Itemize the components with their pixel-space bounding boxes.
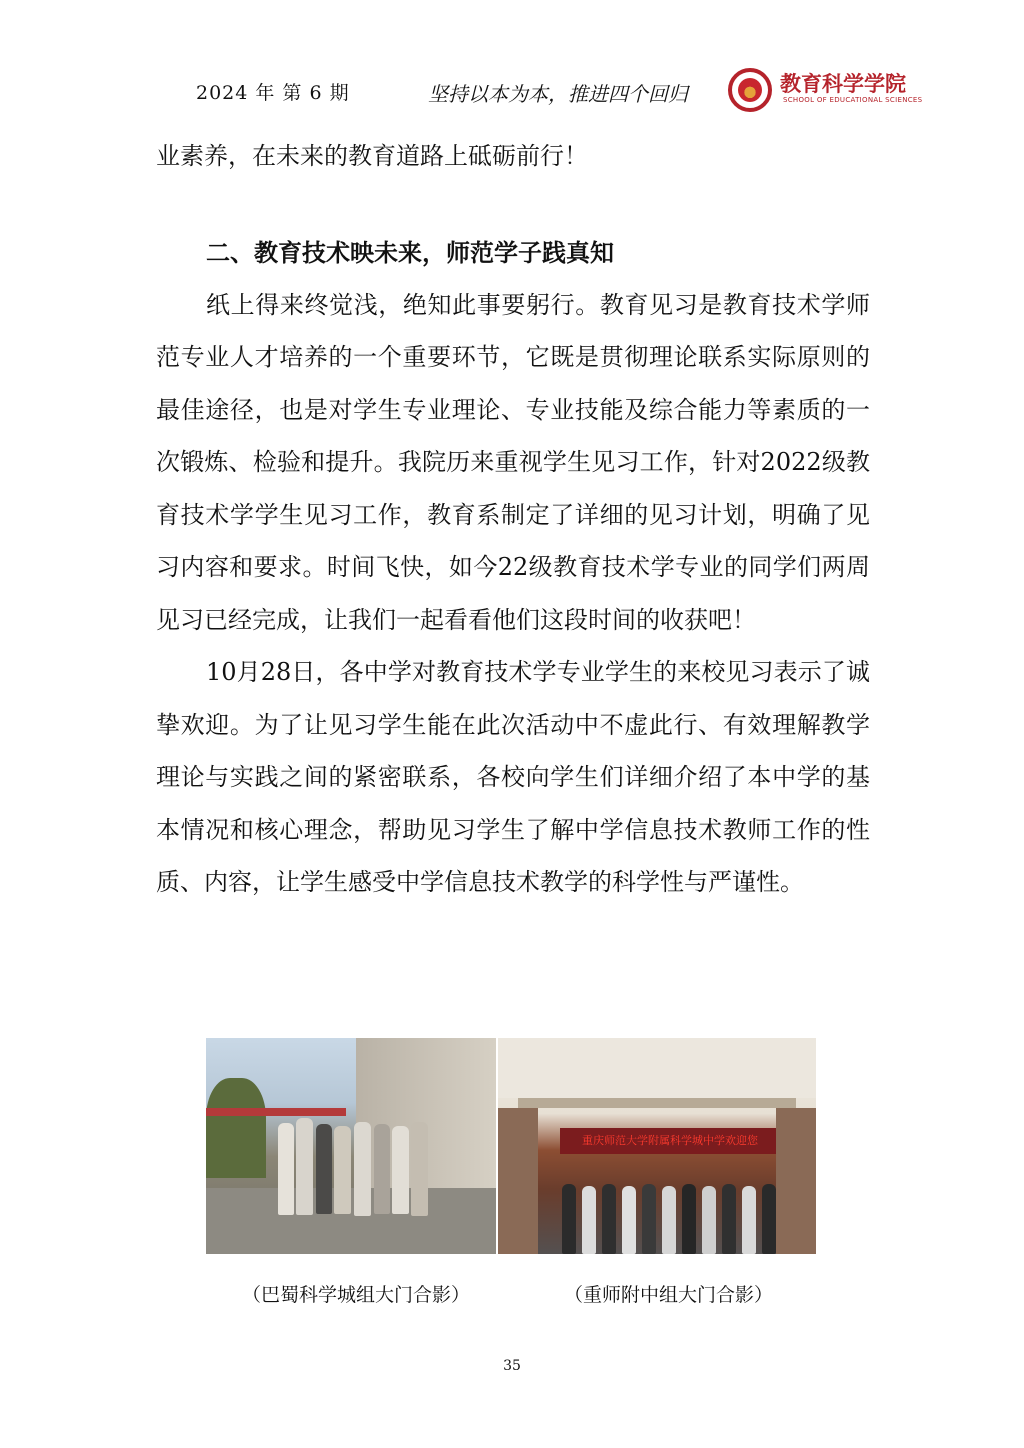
photo-captions (0, 1280, 1024, 1310)
paragraph-2: 10月28日，各中学对教育技术学专业学生的来校见习表示了诚挚欢迎。为了让见习学生能在此次活动中不虚此行、有效理解教学理论与实践之间的紧密联系，各校向学生们详细介绍了本中学的基本情况和核心理念，帮助见习学生了解中学信息技术教师工作的性质、内容，让学生感受中学信息技术教学的科学性与严谨性。 (156, 658, 870, 896)
issue-label: 2024 年 第 6 期 (196, 82, 350, 104)
photo-bashu-group (206, 1038, 496, 1254)
school-seal-icon (728, 68, 772, 112)
paragraph-1: 纸上得来终觉浅，绝知此事要躬行。教育见习是教育技术学师范专业人才培养的一个重要环节，它既是贯彻理论联系实际原则的最佳途径，也是对学生专业理论、专业技能及综合能力等素质的一次锻炼、检验和提升。我院历来重视学生见习工作，针对2022级教育技术学学生见习工作，教育系制定了详细的见习计划，明确了见习内容和要求。时间飞快，如今22级教育技术学专业的同学们两周见习已经完成，让我们一起看看他们这段时间的收获吧！ (156, 290, 870, 634)
page-number: 35 (503, 1358, 521, 1374)
header-motto: 坚持以本为本，推进四个回归 (428, 82, 688, 106)
section-heading: 二、教育技术映未来，师范学子践真知 (206, 238, 614, 267)
school-logo (728, 68, 923, 116)
page-header (0, 74, 1024, 114)
photo-shifu-group (498, 1038, 816, 1254)
welcome-sign: 重庆师范大学附属科学城中学欢迎您 (560, 1128, 780, 1154)
article-body (156, 130, 870, 909)
logo-chinese-name: 教育科学学院 (780, 72, 906, 96)
caption-left: （巴蜀科学城组大门合影） (242, 1284, 471, 1306)
continued-paragraph: 业素养，在未来的教育道路上砥砺前行！ (156, 142, 588, 170)
caption-right: （重师附中组大门合影） (564, 1284, 774, 1306)
logo-english-name: SCHOOL OF EDUCATIONAL SCIENCES (783, 96, 923, 104)
photo-row (206, 1038, 816, 1256)
